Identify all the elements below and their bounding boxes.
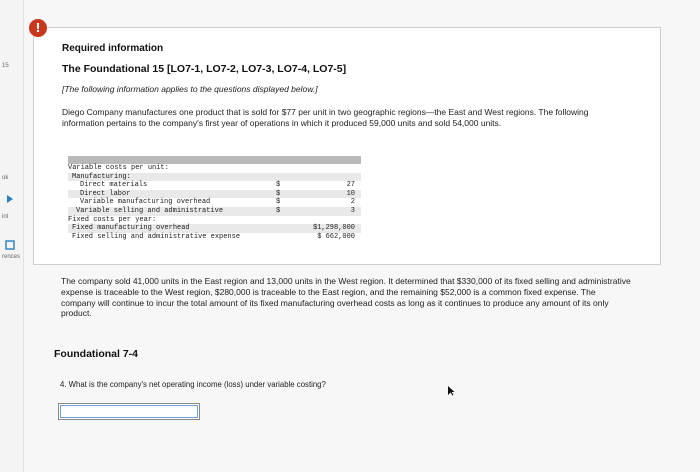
cost-value: $1,298,000: [312, 224, 355, 233]
cost-label: Fixed manufacturing overhead: [72, 224, 190, 233]
sidebar-label-int[interactable]: int: [2, 214, 9, 220]
cost-dollar-sign: $: [276, 206, 281, 215]
variable-costs-table: [68, 156, 361, 241]
answer-input-field[interactable]: [58, 403, 200, 420]
table-header-bar: [68, 156, 361, 164]
table-body: [68, 164, 361, 241]
table-row: [68, 224, 361, 233]
cost-value: $ 662,000: [317, 232, 355, 241]
region-description-paragraph: The company sold 41,000 units in the East region and 13,000 units in the West region. It determined that $330,000 of its fixed selling and administrative expense is traceable to the West region, $280,000 is traceable to the East region, and the remaining $52,000 is a common fixed expense. The company will continue to incur the total amount of its fixed manufacturing overhead costs as long as it continues to produce any amount of its only product.: [61, 276, 631, 319]
cost-label: Direct labor: [80, 189, 131, 198]
sidebar-label-ok[interactable]: ok: [2, 175, 9, 181]
applies-note: [The following information applies to the questions displayed below.]: [62, 84, 318, 94]
cost-label: Manufacturing:: [72, 172, 131, 181]
cost-label: Variable manufacturing overhead: [80, 198, 211, 207]
mouse-cursor-icon: [447, 386, 455, 396]
table-row: [68, 190, 361, 199]
cost-label: Variable selling and administrative: [76, 206, 224, 215]
foundational-heading: The Foundational 15 [LO7-1, LO7-2, LO7-3, LO7-4, LO7-5]: [62, 63, 347, 75]
cost-label: Fixed selling and administrative expense: [72, 232, 241, 241]
cost-value: 10: [346, 189, 355, 198]
table-row: [68, 207, 361, 216]
hint-icon[interactable]: [5, 194, 15, 204]
question-text: 4. What is the company's net operating income (loss) under variable costing?: [60, 380, 326, 389]
foundational-7-4-heading: Foundational 7-4: [54, 348, 138, 360]
table-row: [68, 173, 361, 182]
cost-dollar-sign: $: [276, 198, 281, 207]
table-row: [68, 198, 361, 207]
table-row: [68, 233, 361, 242]
cost-label: Variable costs per unit:: [68, 164, 169, 172]
cost-label: Direct materials: [80, 181, 148, 190]
cost-dollar-sign: $: [276, 189, 281, 198]
table-row: [68, 181, 361, 190]
table-row: [68, 216, 361, 225]
cost-value: 27: [346, 181, 355, 190]
cost-value: 3: [350, 206, 355, 215]
intro-paragraph: Diego Company manufactures one product that is sold for $77 per unit in two geographic regions—the East and West regions. The following information pertains to the company's first year of operations in which it produced 59,000 units and sold 54,000 units.: [62, 107, 589, 128]
cost-label: Fixed costs per year:: [68, 215, 157, 224]
required-information-title: Required information: [62, 43, 164, 54]
table-row: [68, 164, 361, 173]
alert-icon: !: [29, 19, 47, 37]
required-information-card: [33, 27, 661, 265]
sidebar-label-15[interactable]: 15: [2, 63, 9, 69]
left-sidebar-strip: [0, 0, 24, 472]
cost-value: 2: [350, 198, 355, 207]
sidebar-label-references[interactable]: rences: [2, 254, 21, 260]
cost-dollar-sign: $: [276, 181, 281, 190]
references-icon[interactable]: [5, 240, 15, 250]
answer-input[interactable]: [60, 405, 198, 418]
